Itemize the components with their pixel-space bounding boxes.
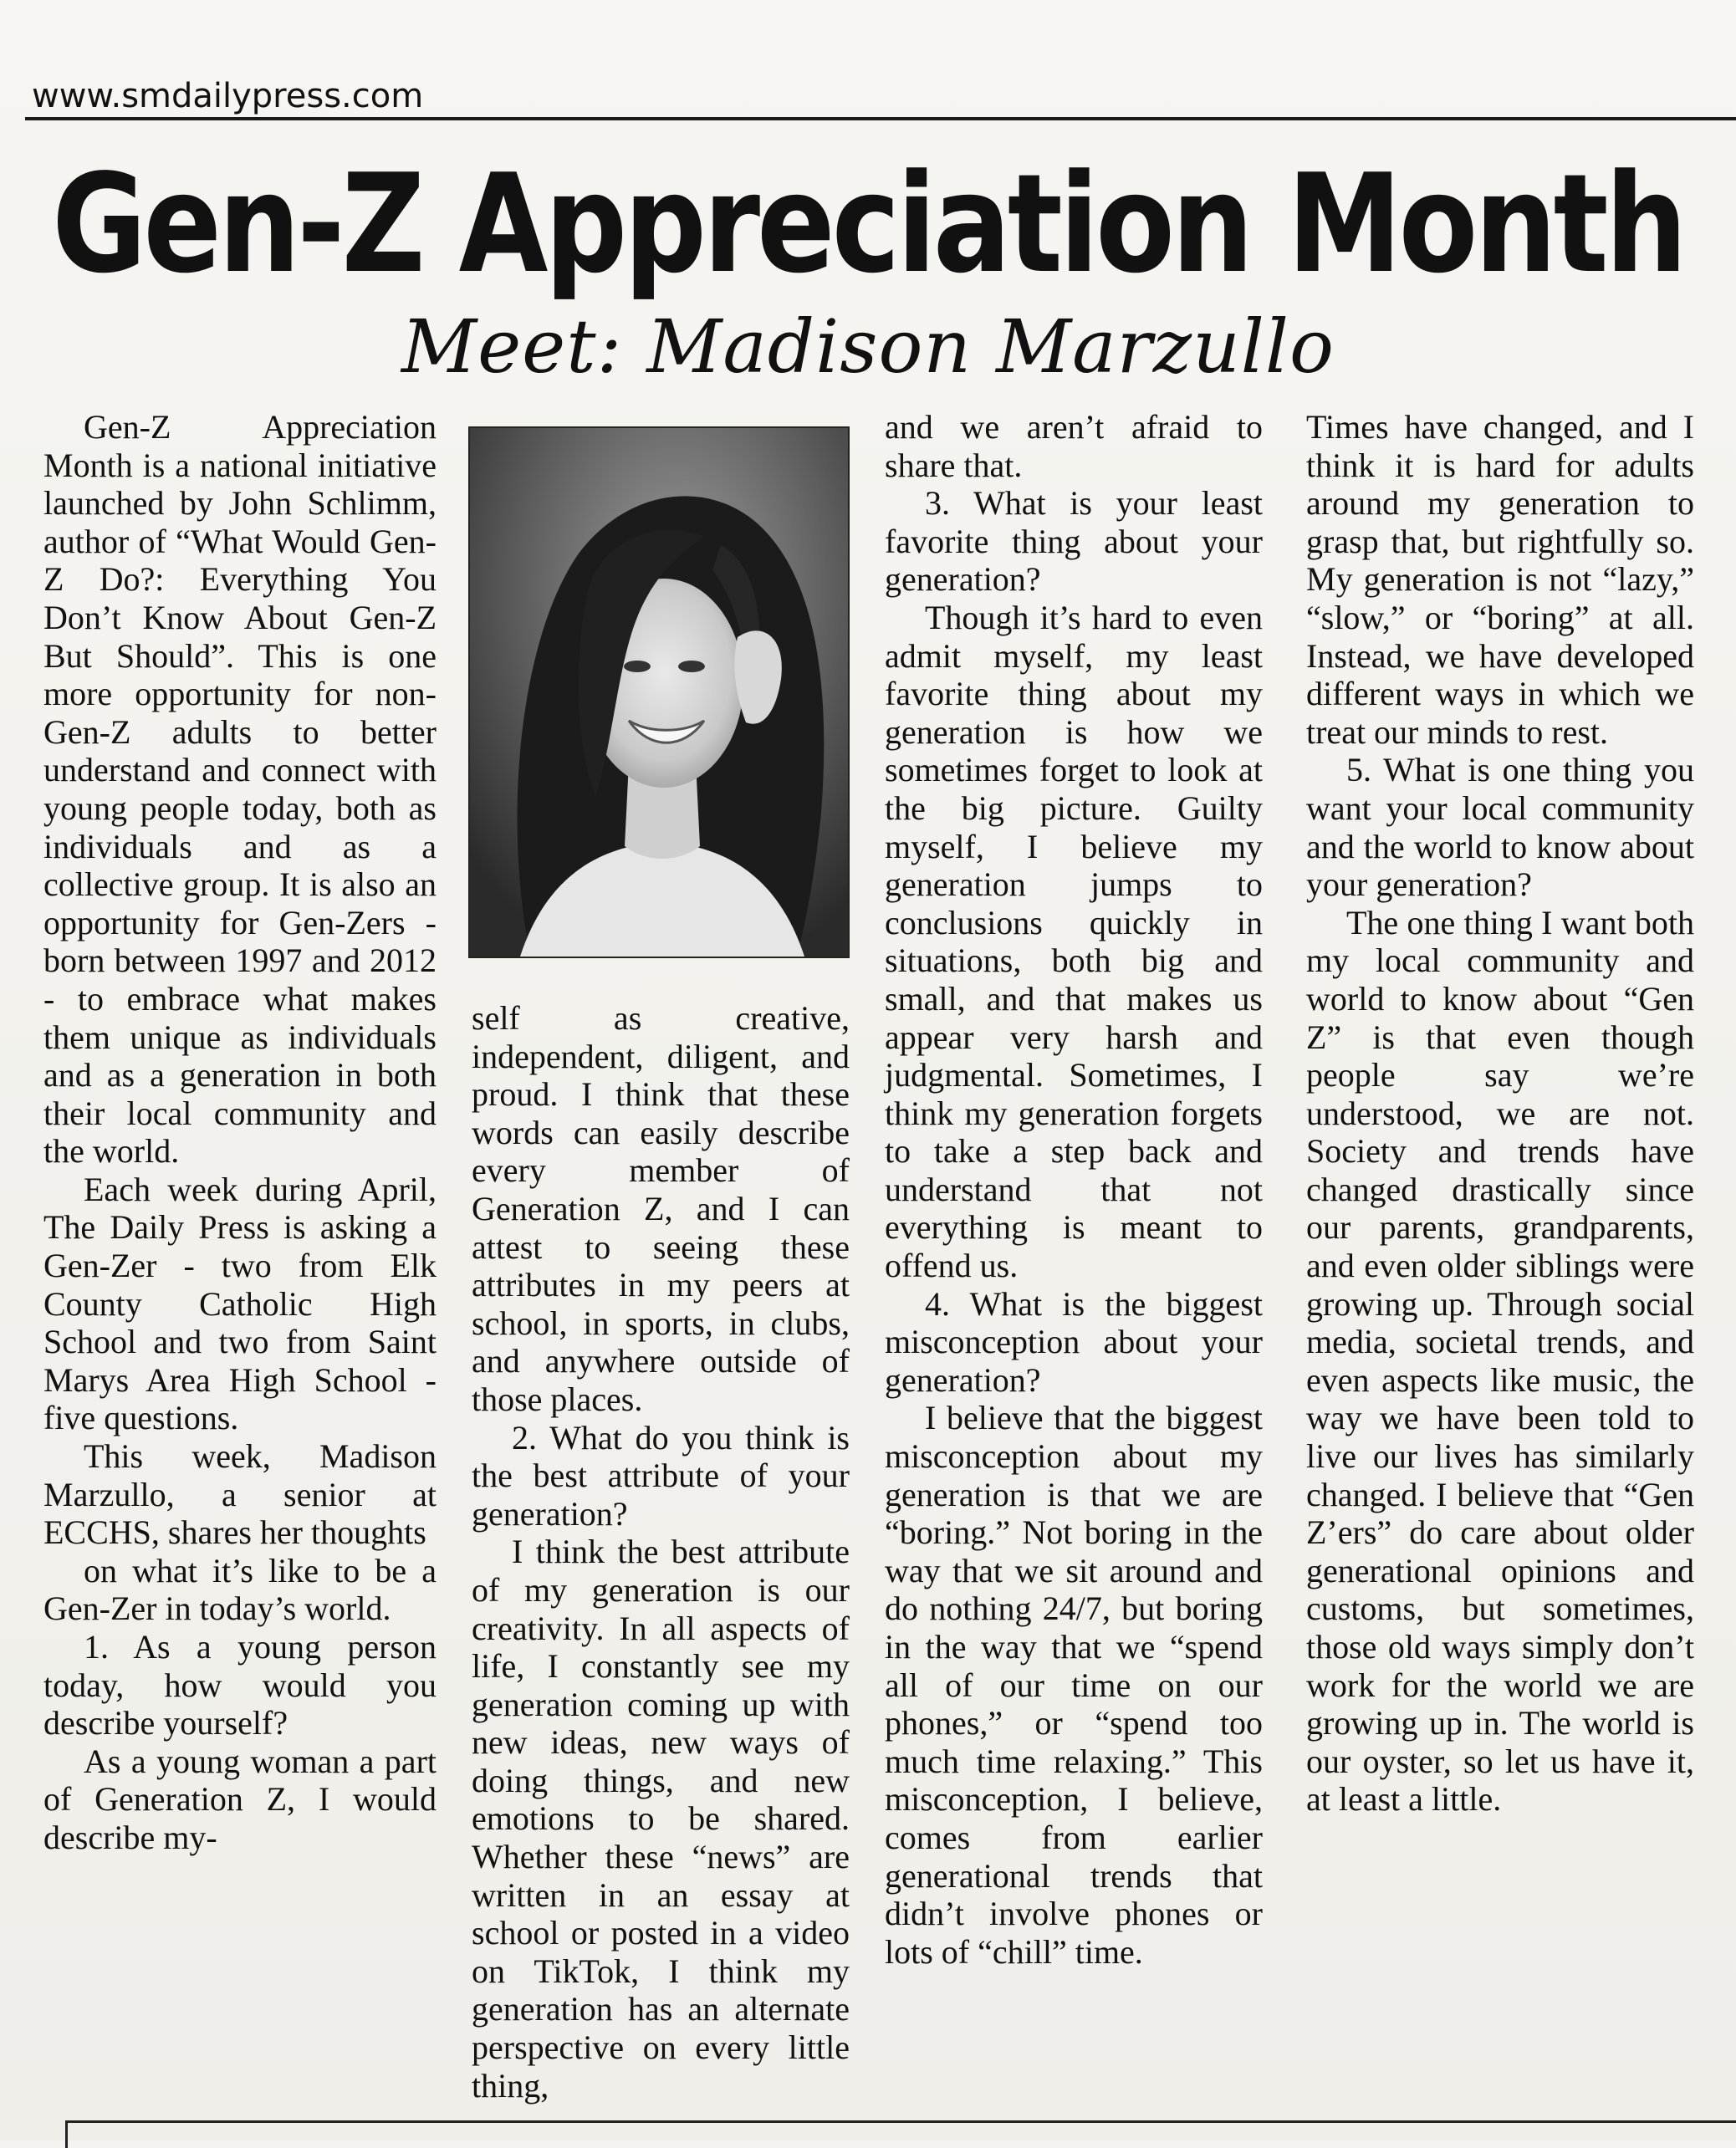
article-column-1 bbox=[43, 408, 437, 1857]
paragraph: I think the best attribute of my generation is our creativity. In all aspects of life, I constantly see my generation coming up with new ideas, new ways of doing things, and new emotions to be shared. Whether these “news” are written in an essay at school or posted in a video on TikTok, I think my generation has an alternate perspective on every little thing, bbox=[472, 1533, 850, 2105]
question: 2. What do you think is the best attribute of your generation? bbox=[472, 1418, 850, 1533]
paragraph: This week, Madison Marzullo, a senior at ECCHS, shares her thoughts bbox=[43, 1437, 437, 1552]
paragraph: Each week during April, The Daily Press is asking a Gen-Zer - two from Elk County Catholic High School and two from Saint Marys Area High School - five questions. bbox=[43, 1170, 437, 1437]
article-column-3 bbox=[885, 408, 1263, 1971]
article-column-2 bbox=[472, 999, 850, 2105]
paragraph: on what it’s like to be a Gen-Zer in today’s world. bbox=[43, 1551, 437, 1628]
paragraph: As a young woman a part of Generation Z, I would describe my- bbox=[43, 1742, 437, 1856]
question: 4. What is the biggest misconception about your generation? bbox=[885, 1284, 1263, 1399]
paragraph: Times have changed, and I think it is hard for adults around my generation to grasp that, but rightfully so. My generation is not “lazy,” “slow,” or “boring” at all. Instead, we have developed different ways in which we treat our minds to rest. bbox=[1306, 408, 1694, 751]
next-article-border bbox=[65, 2120, 1736, 2148]
subhead: Meet: Madison Marzullo bbox=[401, 304, 1335, 390]
paragraph: Though it’s hard to even admit myself, my least favorite thing about my generation is how we sometimes forget to look at the big picture. Guilty myself, I believe my generation jumps to conclusions quickly in situations, both big and small, and that makes us appear very harsh and judgmental. Sometimes, I think my generation forgets to take a step back and understand that not everything is meant to offend us. bbox=[885, 598, 1263, 1285]
paragraph: The one thing I want both my local community and world to know about “Gen Z” is that even though people say we’re understood, we are not. Society and trends have changed drastically since our parents, grandparents, and even older siblings were growing up. Through social media, societal trends, and even aspects like music, the way we have been told to live our lives has similarly changed. I believe that “Gen Z’ers” do care about older generational opinions and customs, but sometimes, those old ways simply don’t work for the world we are growing up in. The world is our oyster, so let us have it, at least a little. bbox=[1306, 903, 1694, 1819]
header-rule bbox=[25, 117, 1736, 120]
question: 3. What is your least favorite thing about your generation? bbox=[885, 484, 1263, 599]
question: 5. What is one thing you want your local community and the world to know about your generation? bbox=[1306, 751, 1694, 904]
paragraph: self as creative, independent, diligent, and proud. I think that these words can easily describe every member of Generation Z, and I can attest to seeing these attributes in my peers at school, in sports, in clubs, and anywhere outside of those places. bbox=[472, 999, 850, 1418]
portrait-illustration bbox=[470, 428, 848, 957]
headline: Gen-Z Appreciation Month bbox=[52, 144, 1684, 304]
question: 1. As a young person today, how would you describe yourself? bbox=[43, 1628, 437, 1742]
article-column-4 bbox=[1306, 408, 1694, 1819]
paragraph: I believe that the biggest misconception about my generation is that we are “boring.” Not boring in the way that we sit around and do nothing 24/7, but boring in the way that we “spend all of our time on our phones,” or “spend too much time relaxing.” This misconception, I believe, comes from earlier generational trends that didn’t involve phones or lots of “chill” time. bbox=[885, 1399, 1263, 1971]
paragraph: and we aren’t afraid to share that. bbox=[885, 408, 1263, 484]
paragraph: Gen-Z Appreciation Month is a national initiative launched by John Schlimm, author of “What Would Gen-Z Do?: Everything You Don’t Know About Gen-Z But Should”. This is one more opportunity for non-Gen-Z adults to better understand and connect with young people today, both as individuals and as a collective group. It is also an opportunity for Gen-Zers - born between 1997 and 2012 - to embrace what makes them unique as individuals and as a generation in both their local community and the world. bbox=[43, 408, 437, 1171]
site-url: www.smdailypress.com bbox=[32, 77, 424, 115]
portrait-photo bbox=[468, 426, 850, 958]
